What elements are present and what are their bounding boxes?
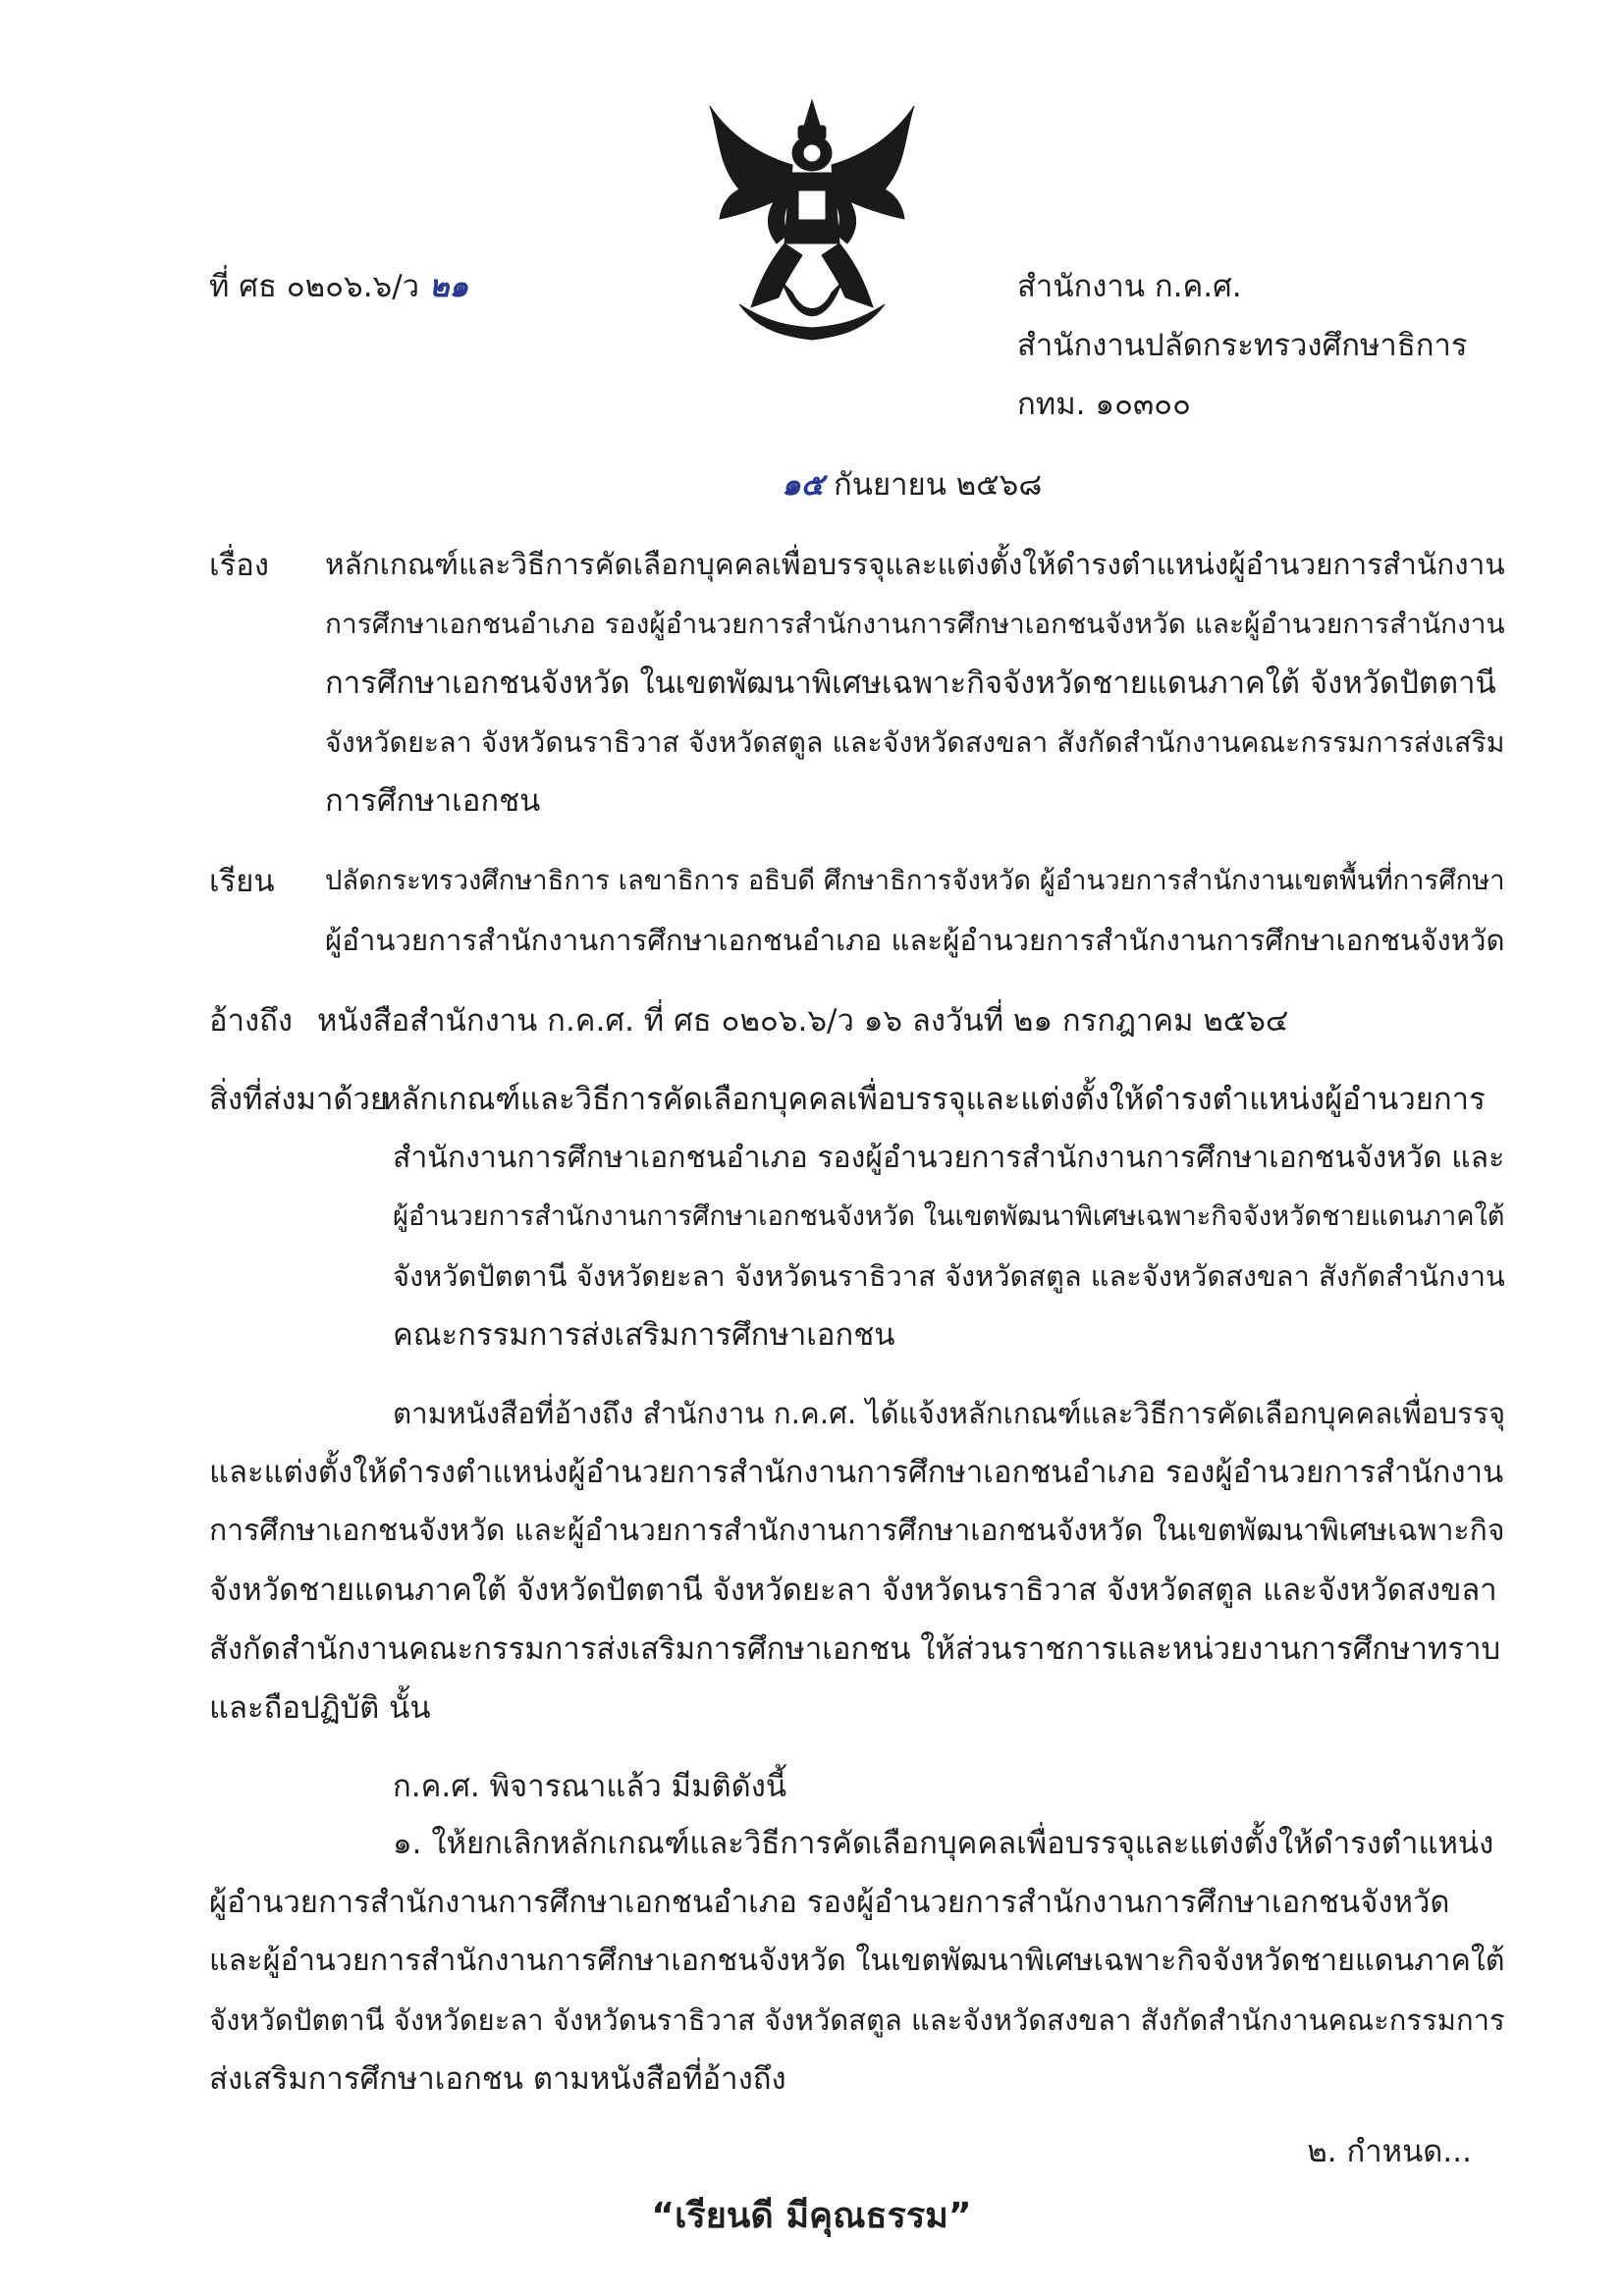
subject-line-3: การศึกษาเอกชนจังหวัด ในเขตพัฒนาพิเศษเฉพาะกิจจังหวัดชายแดนภาคใต้ จังหวัดปัตตานี bbox=[325, 666, 1496, 701]
body-para1-line-5: สังกัดสำนักงานคณะกรรมการส่งเสริมการศึกษาเอกชน ให้ส่วนราชการและหน่วยงานการศึกษาทราบ bbox=[209, 1631, 1501, 1667]
reference-label: อ้างถึง bbox=[209, 1003, 294, 1039]
to-line-2: ผู้อำนวยการสำนักงานการศึกษาเอกชนอำเภอ และผู้อำนวยการสำนักงานการศึกษาเอกชนจังหวัด bbox=[325, 924, 1505, 957]
letter-date bbox=[782, 454, 1042, 516]
enclosure-line-3: ผู้อำนวยการสำนักงานการศึกษาเอกชนจังหวัด ในเขตพัฒนาพิเศษเฉพาะกิจจังหวัดชายแดนภาคใต้ bbox=[393, 1201, 1505, 1232]
enclosure-line-2: สำนักงานการศึกษาเอกชนอำเภอ รองผู้อำนวยการสำนักงานการศึกษาเอกชนจังหวัด และ bbox=[393, 1141, 1505, 1175]
office-line-1: สำนักงาน ก.ค.ศ. bbox=[1017, 269, 1242, 304]
body-para1-line-3: การศึกษาเอกชนจังหวัด และผู้อำนวยการสำนักงานการศึกษาเอกชนจังหวัด ในเขตพัฒนาพิเศษเฉพาะกิจ bbox=[209, 1514, 1505, 1548]
subject-line-5: การศึกษาเอกชน bbox=[325, 783, 541, 819]
subject-line-1: หลักเกณฑ์และวิธีการคัดเลือกบุคคลเพื่อบรรจุและแต่งตั้งให้ดำรงตำแหน่งผู้อำนวยการสำนักงาน bbox=[325, 548, 1505, 582]
body-para1-line-4: จังหวัดชายแดนภาคใต้ จังหวัดปัตตานี จังหวัดยะลา จังหวัดนราธิวาส จังหวัดสตูล และจังหวัดสงขลา bbox=[209, 1573, 1497, 1608]
body-para2: ก.ค.ศ. พิจารณาแล้ว มีมติดังนี้ bbox=[393, 1769, 787, 1804]
office-line-2: สำนักงานปลัดกระทรวงศึกษาธิการ bbox=[1017, 328, 1468, 363]
to-label: เรียน bbox=[209, 864, 275, 899]
body-para1-line-1: ตามหนังสือที่อ้างถึง สำนักงาน ก.ค.ศ. ได้แจ้งหลักเกณฑ์และวิธีการคัดเลือกบุคคลเพื่อบรรจุ bbox=[393, 1397, 1506, 1430]
to-line-1: ปลัดกระทรวงศึกษาธิการ เลขาธิการ อธิบดี ศึกษาธิการจังหวัด ผู้อำนวยการสำนักงานเขตพื้นที่การศึกษา bbox=[325, 866, 1505, 896]
reference-text: หนังสือสำนักงาน ก.ค.ศ. ที่ ศธ ๐๒๐๖.๖/ว ๑๖ ลงวันที่ ๒๑ กรกฎาคม ๒๕๖๔ bbox=[317, 1003, 1289, 1039]
enclosure-line-4: จังหวัดปัตตานี จังหวัดยะลา จังหวัดนราธิวาส จังหวัดสตูล และจังหวัดสงขลา สังกัดสำนักงาน bbox=[393, 1259, 1505, 1293]
date-month-year: กันยายน ๒๕๖๘ bbox=[834, 467, 1043, 503]
continuation-marker: ๒. กำหนด... bbox=[1307, 2134, 1472, 2169]
motto: “เรียนดี มีคุณธรรม” bbox=[651, 2196, 972, 2236]
body-para3-line-2: ผู้อำนวยการสำนักงานการศึกษาเอกชนอำเภอ รองผู้อำนวยการสำนักงานการศึกษาเอกชนจังหวัด bbox=[209, 1885, 1450, 1920]
office-line-3: กทม. ๑๐๓๐๐ bbox=[1017, 387, 1191, 422]
body-para3-line-5: ส่งเสริมการศึกษาเอกชน ตามหนังสือที่อ้างถึง bbox=[209, 2061, 786, 2097]
reference-number bbox=[209, 255, 468, 318]
reference-number-prefix: ที่ ศธ ๐๒๐๖.๖/ว bbox=[209, 269, 420, 304]
enclosure-line-5: คณะกรรมการส่งเสริมการศึกษาเอกชน bbox=[393, 1317, 895, 1353]
subject-line-4: จังหวัดยะลา จังหวัดนราธิวาส จังหวัดสตูล และจังหวัดสงขลา สังกัดสำนักงานคณะกรรมการส่งเสริม bbox=[325, 725, 1505, 759]
subject-line-2: การศึกษาเอกชนอำเภอ รองผู้อำนวยการสำนักงานการศึกษาเอกชนจังหวัด และผู้อำนวยการสำนักงาน bbox=[325, 608, 1505, 640]
body-para3-line-1: ๑. ให้ยกเลิกหลักเกณฑ์และวิธีการคัดเลือกบุคคลเพื่อบรรจุและแต่งตั้งให้ดำรงตำแหน่ง bbox=[393, 1826, 1494, 1861]
body-para1-line-2: และแต่งตั้งให้ดำรงตำแหน่งผู้อำนวยการสำนักงานการศึกษาเอกชนอำเภอ รองผู้อำนวยการสำนักงาน bbox=[209, 1455, 1504, 1490]
body-para3-line-3: และผู้อำนวยการสำนักงานการศึกษาเอกชนจังหวัด ในเขตพัฒนาพิเศษเฉพาะกิจจังหวัดชายแดนภาคใต้ bbox=[209, 1944, 1505, 1978]
body-para3-line-4: จังหวัดปัตตานี จังหวัดยะลา จังหวัดนราธิวาส จังหวัดสตูล และจังหวัดสงขลา สังกัดสำนักงานคณะกรรมการ bbox=[209, 2003, 1505, 2037]
body-para1-line-6: และถือปฏิบัติ นั้น bbox=[209, 1690, 431, 1726]
subject-label: เรื่อง bbox=[209, 548, 270, 583]
date-day-handwritten: ๑๕ bbox=[782, 467, 825, 503]
garuda-emblem-icon bbox=[700, 96, 924, 342]
enclosure-line-1: หลักเกณฑ์และวิธีการคัดเลือกบุคคลเพื่อบรรจุและแต่งตั้งให้ดำรงตำแหน่งผู้อำนวยการ bbox=[381, 1082, 1486, 1117]
reference-number-handwritten: ๒๑ bbox=[428, 269, 469, 304]
enclosure-label: สิ่งที่ส่งมาด้วย bbox=[209, 1082, 389, 1117]
